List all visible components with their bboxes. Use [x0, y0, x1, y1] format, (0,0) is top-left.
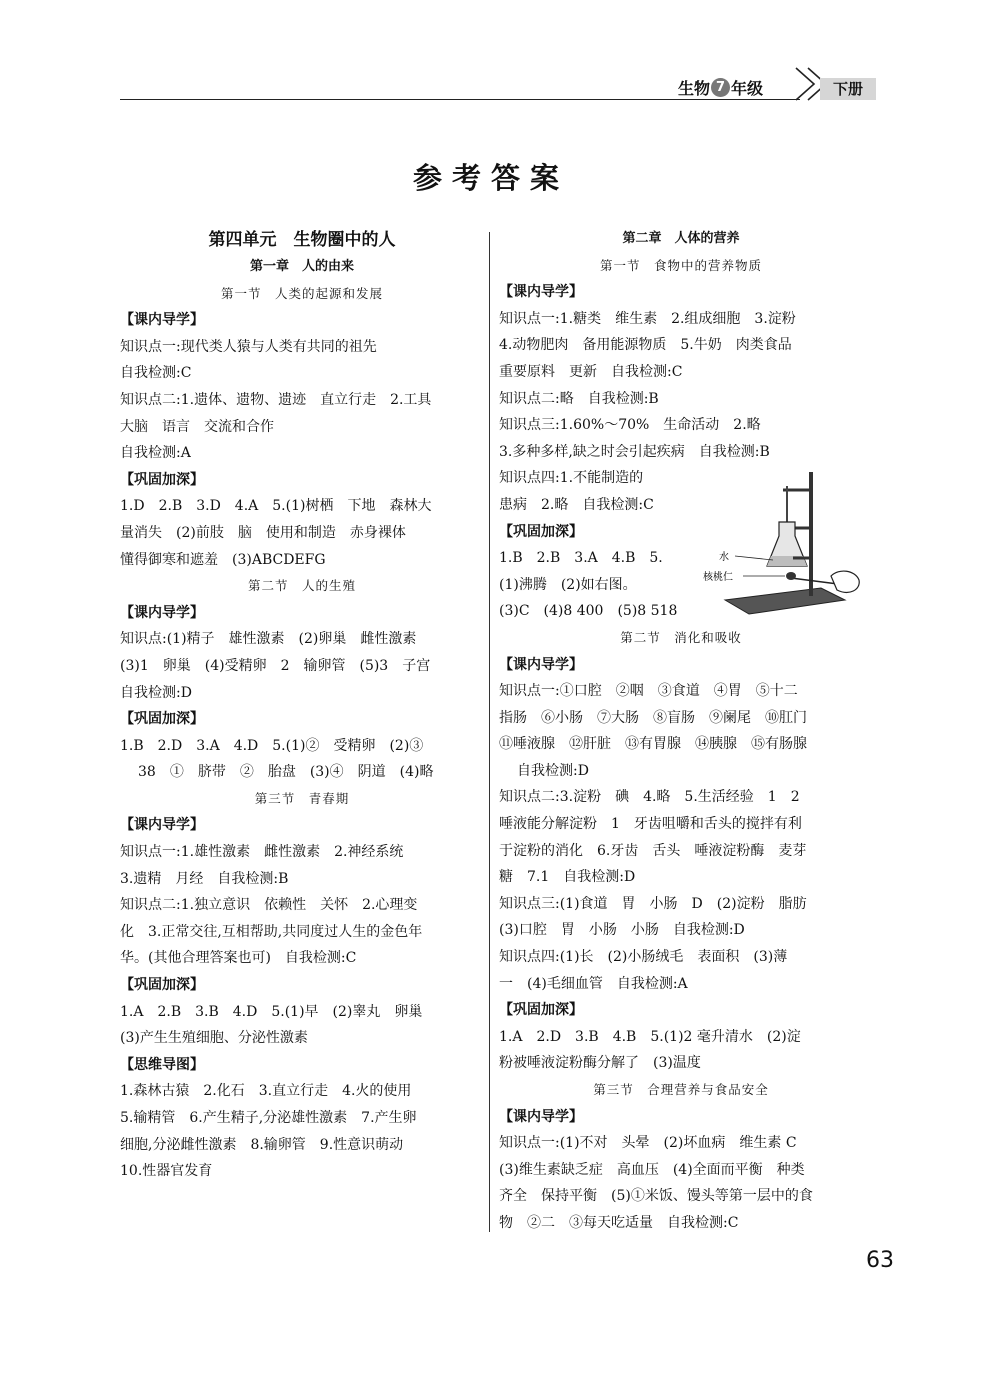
label-water: 水 — [719, 552, 729, 563]
answer-line: 知识点一:(1)不对 头晕 (2)坏血病 维生素 C — [499, 1135, 797, 1152]
answer-line: 自我检测:D — [120, 684, 192, 701]
answer-line: 3.遗精 月经 自我检测:B — [120, 870, 289, 887]
answer-line: 重要原料 更新 自我检测:C — [499, 363, 683, 380]
answer-line: 量消失 (2)前肢 脑 使用和制造 赤身裸体 — [120, 524, 406, 541]
answer-line: 懂得御寒和遮羞 (3)ABCDEFG — [120, 551, 326, 568]
answer-line: 大脑 语言 交流和合作 — [120, 418, 274, 435]
answer-line: 知识点二:1.遗体、遗物、遗迹 直立行走 2.工具 — [120, 391, 432, 408]
answer-line: 一 (4)毛细血管 自我检测:A — [499, 975, 688, 992]
column-divider — [489, 232, 490, 1232]
answer-line: 知识点四:(1)长 (2)小肠绒毛 表面积 (3)薄 — [499, 949, 788, 966]
subsection-heading: 【课内导学】 — [120, 604, 204, 621]
subsection-heading: 【巩固加深】 — [499, 1002, 583, 1019]
answer-line: (3)维生素缺乏症 高血压 (4)全面而平衡 种类 — [499, 1161, 805, 1178]
chapter-title: 第二章 人体的营养 — [622, 231, 740, 246]
answer-line: 自我检测:D — [517, 762, 589, 779]
section-title: 第二节 人的生殖 — [247, 578, 356, 594]
answer-line: 5.输精管 6.产生精子,分泌雄性激素 7.产生卵 — [120, 1110, 417, 1126]
subsection-heading: 【课内导学】 — [499, 284, 583, 301]
answer-line: 齐全 保持平衡 (5)①米饭、馒头等第一层中的食 — [499, 1188, 813, 1205]
answer-line: 知识点一:1.糖类 维生素 2.组成细胞 3.淀粉 — [499, 310, 796, 327]
page-number: 63 — [866, 1248, 894, 1273]
left-column — [120, 226, 484, 1185]
right-column — [499, 226, 863, 1237]
answer-line: 患病 2.略 自我检测:C — [499, 496, 654, 513]
section-title: 第一节 食物中的营养物质 — [599, 257, 762, 273]
subsection-heading: 【巩固加深】 — [120, 977, 204, 994]
subsection-heading: 【巩固加深】 — [120, 711, 204, 728]
answer-line: (3)1 卵巢 (4)受精卵 2 输卵管 (5)3 子宫 — [120, 657, 431, 674]
subsection-heading: 【课内导学】 — [499, 656, 583, 673]
answer-line: 10.性器官发育 — [120, 1163, 213, 1180]
section-title: 第三节 合理营养与食品安全 — [593, 1082, 769, 1097]
answer-line: 1.A 2.D 3.B 4.B 5.(1)2 毫升清水 (2)淀 — [499, 1028, 801, 1045]
answer-line: 1.B 2.D 3.A 4.D 5.(1)② 受精卵 (2)③ — [120, 737, 424, 754]
answer-line: (1)沸腾 (2)如右图。 — [499, 576, 637, 593]
header-grade-suffix: 年级 — [731, 79, 764, 98]
walnut-burning-apparatus-figure — [703, 468, 863, 618]
header-subject: 生物 — [678, 79, 711, 98]
chapter-title: 第一章 人的由来 — [249, 259, 354, 274]
answer-line: 唾液能分解淀粉 1 牙齿咀嚼和舌头的搅拌有利 — [499, 816, 802, 833]
answer-line: 1.A 2.B 3.B 4.D 5.(1)早 (2)睾丸 卵巢 — [120, 1003, 423, 1020]
answer-line: 4.动物肥肉 备用能源物质 5.牛奶 肉类食品 — [499, 337, 792, 354]
answer-line: 糖 7.1 自我检测:D — [499, 869, 636, 886]
answer-line: (3)产生生殖细胞、分泌性激素 — [120, 1030, 308, 1047]
answer-line: 于淀粉的消化 6.牙齿 舌头 唾液淀粉酶 麦芽 — [499, 842, 807, 859]
answer-line: 1.B 2.B 3.A 4.B 5. — [499, 550, 663, 567]
subsection-heading: 【巩固加深】 — [499, 523, 583, 540]
answer-line: 知识点:(1)精子 雄性激素 (2)卵巢 雌性激素 — [120, 631, 417, 648]
answer-line: 知识点四:1.不能制造的 — [499, 470, 644, 487]
answer-line: 化 3.正常交往,互相帮助,共同度过人生的金色年 — [120, 923, 423, 940]
answer-line: 物 ②二 ③每天吃适量 自我检测:C — [499, 1214, 739, 1231]
answer-line: (3)C (4)8 400 (5)8 518 — [499, 603, 678, 620]
book-part-badge: 下册 — [820, 78, 876, 100]
header-rule — [120, 99, 800, 100]
label-walnut: 核桃仁 — [703, 572, 733, 583]
subsection-heading: 【巩固加深】 — [120, 471, 204, 488]
subsection-heading: 【思维导图】 — [120, 1056, 204, 1073]
section-title: 第二节 消化和吸收 — [620, 629, 742, 645]
answer-line: 知识点三:(1)食道 胃 小肠 D (2)淀粉 脂肪 — [499, 895, 807, 912]
answer-line: 知识点二:略 自我检测:B — [499, 390, 659, 407]
subsection-heading: 【课内导学】 — [120, 817, 204, 834]
subsection-heading: 【课内导学】 — [499, 1108, 583, 1125]
answer-line: 3.多种多样,缺之时会引起疾病 自我检测:B — [499, 443, 770, 460]
page-title: 参考答案 — [412, 161, 569, 195]
page-header — [120, 70, 880, 102]
answer-line: 华。(其他合理答案也可) 自我检测:C — [120, 950, 357, 967]
answer-line: 知识点二:3.淀粉 碘 4.略 5.生活经验 1 2 — [499, 789, 800, 806]
answer-line: 自我检测:C — [120, 365, 192, 382]
answer-line: 知识点一:1.雄性激素 雌性激素 2.神经系统 — [120, 844, 404, 861]
answer-line: 知识点一:现代类人猿与人类有共同的祖先 — [120, 338, 377, 355]
section-title: 第一节 人类的起源和发展 — [220, 285, 383, 301]
answer-line: 1.森林古猿 2.化石 3.直立行走 4.火的使用 — [120, 1083, 412, 1100]
answer-line: 1.D 2.B 3.D 4.A 5.(1)树栖 下地 森林大 — [120, 498, 432, 515]
answer-line: 38 ① 脐带 ② 胎盘 (3)④ 阴道 (4)略 — [138, 764, 434, 781]
answer-line: 知识点二:1.独立意识 依赖性 关怀 2.心理变 — [120, 897, 418, 914]
answer-line: (3)口腔 胃 小肠 小肠 自我检测:D — [499, 922, 745, 939]
subsection-heading: 【课内导学】 — [120, 312, 204, 329]
answer-line: 细胞,分泌雌性激素 8.输卵管 9.性意识萌动 — [120, 1136, 404, 1153]
answer-line: 自我检测:A — [120, 445, 191, 462]
answer-line: 知识点一:①口腔 ②咽 ③食道 ④胃 ⑤十二 — [499, 683, 798, 700]
answer-line: 指肠 ⑥小肠 ⑦大肠 ⑧盲肠 ⑨阑尾 ⑩肛门 — [499, 709, 807, 726]
section-title: 第三节 青春期 — [254, 790, 350, 806]
answer-line: 知识点三:1.60%～70% 生命活动 2.略 — [499, 417, 761, 434]
answer-line: ⑪唾液腺 ⑫肝脏 ⑬有胃腺 ⑭胰腺 ⑮有肠腺 — [499, 736, 807, 753]
unit-title: 第四单元 生物圈中的人 — [208, 230, 396, 250]
answer-line: 粉被唾液淀粉酶分解了 (3)温度 — [499, 1055, 701, 1072]
header-subject-grade — [678, 76, 763, 99]
grade-badge: 7 — [711, 78, 730, 97]
